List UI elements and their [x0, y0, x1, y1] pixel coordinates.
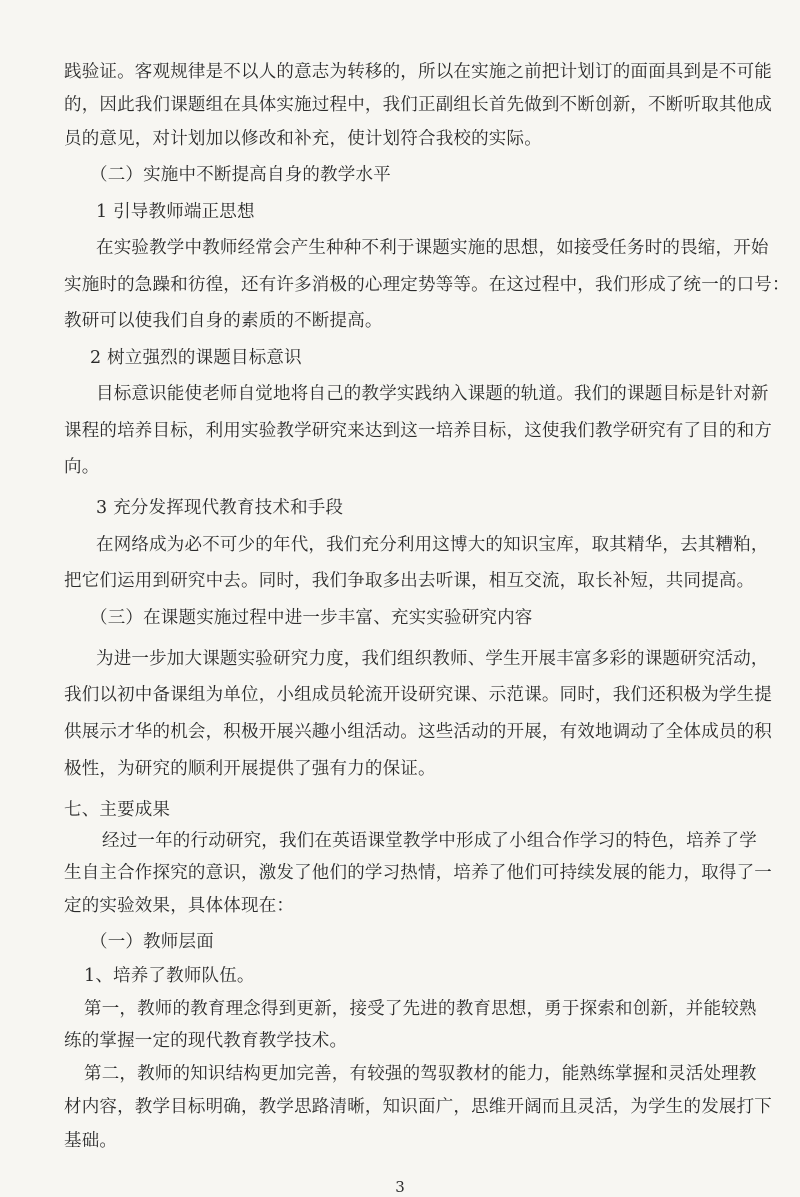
subsection-heading: 2 树立强烈的课题目标意识 [90, 348, 302, 368]
text-line: 基础。 [64, 1131, 118, 1151]
text-line: 材内容，教学目标明确，教学思路清晰，知识面广，思维开阔而且灵活，为学生的发展打下 [64, 1097, 772, 1117]
section-heading: （一）教师层面 [90, 932, 214, 952]
text-line: 第一，教师的教育理念得到更新，接受了先进的教育思想，勇于探索和创新，并能较熟 [84, 999, 757, 1019]
text-line: 练的掌握一定的现代教育教学技术。 [64, 1031, 348, 1051]
page-number: 3 [395, 1178, 405, 1196]
text-line: 极性，为研究的顺利开展提供了强有力的保证。 [64, 759, 436, 779]
text-line: 我们以初中备课组为单位，小组成员轮流开设研究课、示范课。同时，我们还积极为学生提 [64, 685, 772, 705]
chapter-heading: 七、主要成果 [64, 800, 171, 820]
text-line: 在网络成为必不可少的年代，我们充分利用这博大的知识宝库，取其精华，去其糟粕， [96, 535, 769, 555]
section-heading: （三）在课题实施过程中进一步丰富、充实实验研究内容 [90, 608, 533, 628]
text-line: 向。 [64, 457, 100, 477]
text-line: 践验证。客观规律是不以人的意志为转移的，所以在实施之前把计划订的面面具到是不可能 [64, 62, 772, 82]
text-line: 生自主合作探究的意识，激发了他们的学习热情，培养了他们可持续发展的能力，取得了一 [64, 863, 772, 883]
text-line: 供展示才华的机会，积极开展兴趣小组活动。这些活动的开展，有效地调动了全体成员的积 [64, 722, 772, 742]
text-line: 的，因此我们课题组在具体实施过程中，我们正副组长首先做到不断创新，不断听取其他成 [64, 95, 772, 115]
text-line: 第二，教师的知识结构更加完善，有较强的驾驭教材的能力，能熟练掌握和灵活处理教 [84, 1064, 757, 1084]
text-line: 为进一步加大课题实验研究力度，我们组织教师、学生开展丰富多彩的课题研究活动， [96, 649, 769, 669]
text-line: 教研可以使我们自身的素质的不断提高。 [64, 311, 383, 331]
section-heading: （二）实施中不断提高自身的教学水平 [90, 165, 391, 185]
text-line: 课程的培养目标，利用实验教学研究来达到这一培养目标，这使我们教学研究有了目的和方 [64, 421, 772, 441]
text-line: 员的意见，对计划加以修改和补充，使计划符合我校的实际。 [64, 129, 542, 149]
subsection-heading: 1 引导教师端正思想 [96, 202, 255, 222]
text-line: 把它们运用到研究中去。同时，我们争取多出去听课，相互交流，取长补短，共同提高。 [64, 571, 755, 591]
text-line: 经过一年的行动研究，我们在英语课堂教学中形成了小组合作学习的特色，培养了学 [102, 831, 757, 851]
text-line: 在实验教学中教师经常会产生种种不利于课题实施的思想，如接受任务时的畏缩，开始 [96, 238, 769, 258]
text-line: 定的实验效果，具体体现在： [64, 896, 295, 916]
text-line: 实施时的急躁和彷徨，还有许多消极的心理定势等等。在这过程中，我们形成了统一的口号： [64, 275, 790, 295]
subsection-heading: 3 充分发挥现代教育技术和手段 [96, 498, 344, 518]
text-line: 目标意识能使老师自觉地将自己的教学实践纳入课题的轨道。我们的课题目标是针对新 [96, 384, 769, 404]
subsection-heading: 1、培养了教师队伍。 [84, 966, 255, 986]
